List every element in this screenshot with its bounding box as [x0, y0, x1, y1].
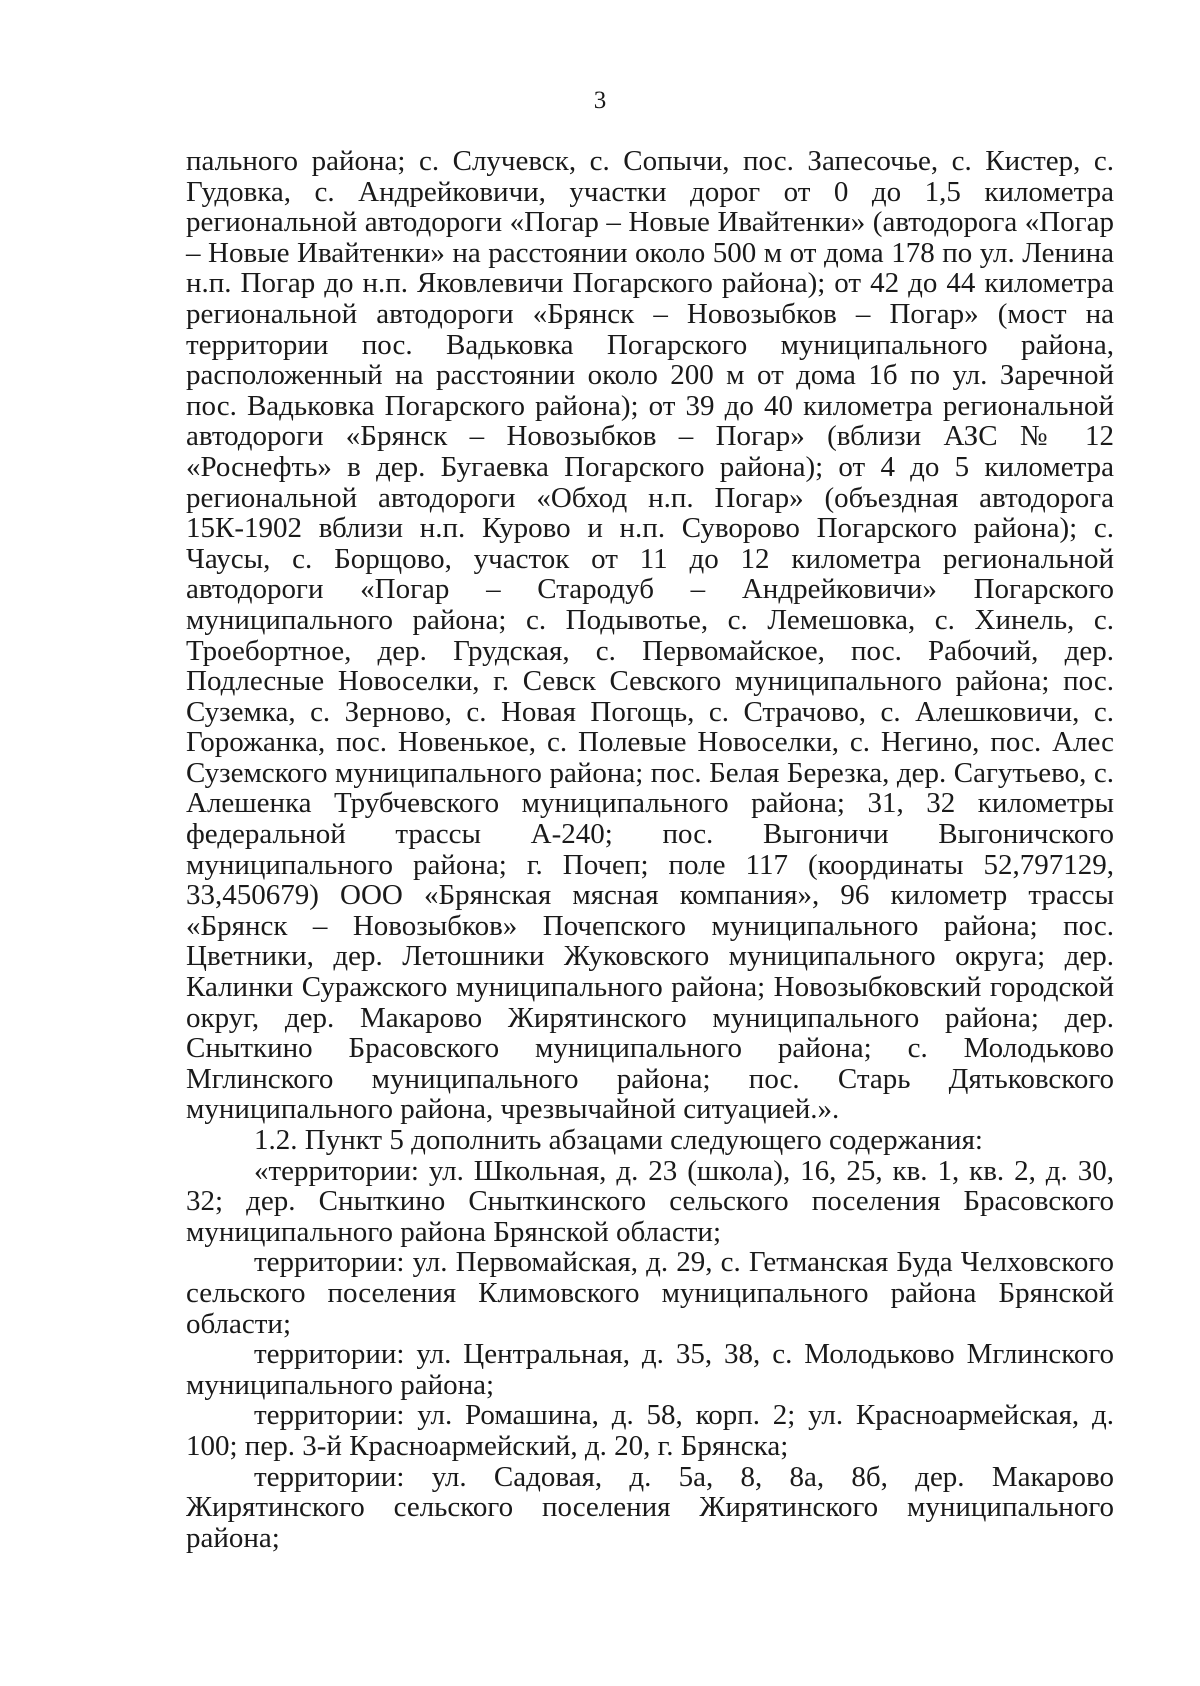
- page-number: 3: [593, 87, 607, 114]
- paragraph-item-1-2: 1.2. Пункт 5 дополнить абзацами следующего содержания:: [254, 1124, 983, 1156]
- paragraph-territory-5: территории: ул. Садовая, д. 5а, 8, 8а, 8б, дер. Макарово Жирятинского сельского поселения Жирятинского муниципального района;: [186, 1460, 1114, 1554]
- paragraph-territory-3: территории: ул. Центральная, д. 35, 38, с. Молодьково Мглинского муниципального района;: [186, 1338, 1114, 1401]
- paragraph-territory-2: территории: ул. Первомайская, д. 29, с. Гетманская Буда Челховского сельского поселения Климовского муниципального района Брянской области;: [186, 1246, 1114, 1340]
- paragraph-territory-4: территории: ул. Ромашина, д. 58, корп. 2; ул. Красноармейская, д. 100; пер. 3-й Красноармейский, д. 20, г. Брянска;: [186, 1399, 1114, 1462]
- paragraph-territory-1: «территории: ул. Школьная, д. 23 (школа), 16, 25, кв. 1, кв. 2, д. 30, 32; дер. Сныткино Сныткинского сельского поселения Брасовского муниципального района Брянской области;: [186, 1154, 1114, 1248]
- document-body: [186, 146, 1114, 1553]
- paragraph-continuation: пального района; с. Случевск, с. Сопычи, пос. Запесочье, с. Кистер, с. Гудовка, с. Андрейковичи, участки дорог от 0 до 1,5 километра региональной автодороги «Погар – Новые Ивайтенки» (автодорога «Погар – Новые Ивайтенки» на расстоянии около 500 м от дома 178 по ул. Ленина н.п. Погар до н.п. Яковлевичи Погарского района); от 42 до 44 километра региональной автодороги «Брянск – Новозыбков – Погар» (мост на территории пос. Вадьковка Погарского муниципального района, расположенный на расстоянии около 200 м от дома 1б по ул. Заречной пос. Вадьковка Погарского района); от 39 до 40 километра региональной автодороги «Брянск – Новозыбков – Погар» (вблизи АЗС № 12 «Роснефть» в дер. Бугаевка Погарского района); от 4 до 5 километра региональной автодороги «Обход н.п. Погар» (объездная автодорога 15К-1902 вблизи н.п. Курово и н.п. Суворово Погарского района); с. Чаусы, с. Борщово, участок от 11 до 12 километра региональной автодороги «Погар – Стародуб – Андрейковичи» Погарского муниципального района; с. Подывотье, с. Лемешовка, с. Хинель, с. Троебортное, дер. Грудская, с. Первомайское, пос. Рабочий, дер. Подлесные Новоселки, г. Севск Севского муниципального района; пос. Суземка, с. Зерново, с. Новая Погощь, с. Страчово, с. Алешковичи, с. Горожанка, пос. Новенькое, с. Полевые Новоселки, с. Негино, пос. Алес Суземского муниципального района; пос. Белая Березка, дер. Сагутьево, с. Алешенка Трубчевского муниципального района; 31, 32 километры федеральной трассы А-240; пос. Выгоничи Выгоничского муниципального района; г. Почеп; поле 117 (координаты 52,797129, 33,450679) ООО «Брянская мясная компания», 96 километр трассы «Брянск – Новозыбков» Почепского муниципального района; пос. Цветники, дер. Летошники Жуковского муниципального округа; дер. Калинки Суражского муниципального района; Новозыбковский городской округ, дер. Макарово Жирятинского муниципального района; дер. Сныткино Брасовского муниципального района; с. Молодьково Мглинского муниципального района; пос. Старь Дятьковского муниципального района, чрезвычайной ситуацией.».: [186, 145, 1114, 1126]
